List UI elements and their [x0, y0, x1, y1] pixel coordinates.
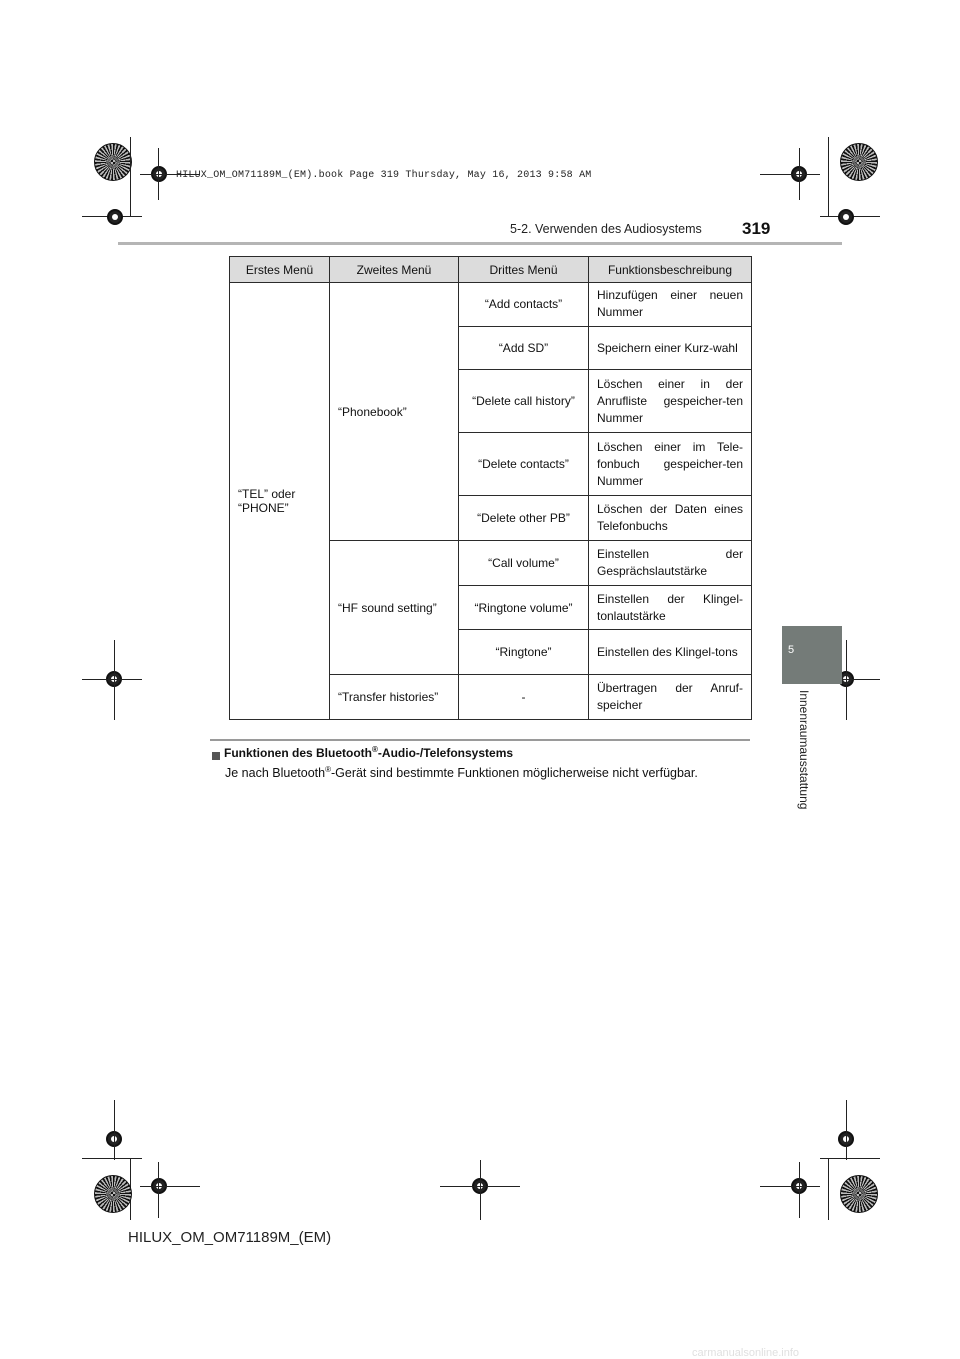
note-text-part: Je nach Bluetooth: [225, 766, 326, 781]
crop-line: [158, 1162, 159, 1218]
registration-target-icon: [835, 206, 857, 228]
third-menu-cell: “Delete contacts”: [459, 433, 589, 496]
crop-line: [760, 174, 820, 175]
crop-line: [480, 1160, 481, 1220]
note-text-part: -Gerät sind bestimmte Funktionen möglicherweise nicht verfügbar.: [330, 766, 698, 781]
note-heading: [224, 745, 513, 760]
registration-target-icon: [104, 206, 126, 228]
crop-line: [820, 1158, 880, 1159]
crop-line: [158, 148, 159, 200]
second-menu-cell: “HF sound setting”: [330, 541, 459, 675]
description-cell: Übertragen der Anruf-speicher: [589, 675, 752, 720]
description-cell: Speichern einer Kurz-wahl: [589, 326, 752, 370]
registration-wheel-icon: [840, 1175, 878, 1213]
third-menu-cell: “Add SD”: [459, 326, 589, 370]
description-cell: Löschen einer im Tele-fonbuch gespeicher-ten Nummer: [589, 433, 752, 496]
note-text: [225, 765, 698, 780]
crop-line: [799, 1162, 800, 1218]
description-cell: Löschen einer in der Anrufliste gespeicher-ten Nummer: [589, 370, 752, 433]
crop-line: [82, 1158, 142, 1159]
table-header-row: [230, 257, 752, 283]
note-rule: [210, 739, 750, 741]
registration-wheel-icon: [840, 143, 878, 181]
registered-mark: ®: [372, 745, 378, 754]
third-menu-cell: -: [459, 675, 589, 720]
second-menu-cell: “Phonebook”: [330, 283, 459, 541]
square-bullet-icon: [212, 752, 220, 760]
watermark: carmanualsonline.info: [692, 1347, 800, 1359]
book-info: HILUX_OM_OM71189M_(EM).book Page 319 Thursday, May 16, 2013 9:58 AM: [176, 170, 592, 181]
third-menu-cell: “Ringtone”: [459, 630, 589, 675]
chapter-label: Innenraumausstattung: [797, 690, 811, 810]
third-menu-cell: “Delete call history”: [459, 370, 589, 433]
third-menu-cell: “Delete other PB”: [459, 496, 589, 541]
section-title: 5-2. Verwenden des Audiosystems: [510, 222, 702, 236]
crop-line: [114, 640, 115, 720]
crop-line: [140, 1186, 200, 1187]
third-menu-cell: “Ringtone volume”: [459, 585, 589, 630]
crop-line: [82, 679, 142, 680]
third-menu-cell: “Call volume”: [459, 541, 589, 586]
column-header: Zweites Menü: [330, 257, 459, 283]
description-cell: Einstellen der Klingel-tonlautstärke: [589, 585, 752, 630]
menu-table: [229, 256, 752, 720]
crop-line: [828, 1158, 829, 1220]
registration-wheel-icon: [94, 143, 132, 181]
header-rule: [118, 242, 842, 245]
crop-line: [130, 137, 131, 217]
second-menu-cell: “Transfer histories”: [330, 675, 459, 720]
description-cell: Löschen der Daten eines Telefonbuchs: [589, 496, 752, 541]
crop-line: [114, 1100, 115, 1160]
page-number: 319: [742, 219, 771, 238]
crop-line: [760, 1186, 820, 1187]
footer-code: HILUX_OM_OM71189M_(EM): [128, 1229, 332, 1246]
column-header: Drittes Menü: [459, 257, 589, 283]
registration-wheel-icon: [94, 1175, 132, 1213]
crop-line: [846, 1100, 847, 1160]
description-cell: Einstellen des Klingel-tons: [589, 630, 752, 675]
third-menu-cell: “Add contacts”: [459, 283, 589, 327]
note-heading-text: -Audio-/Telefonsystems: [377, 746, 514, 760]
description-cell: Einstellen der Gesprächslautstärke: [589, 541, 752, 586]
crop-line: [799, 148, 800, 200]
description-cell: Hinzufügen einer neuen Nummer: [589, 283, 752, 327]
column-header: Funktionsbeschreibung: [589, 257, 752, 283]
chapter-number: 5: [788, 644, 795, 656]
column-header: Erstes Menü: [230, 257, 330, 283]
first-menu-cell: “TEL” oder “PHONE”: [230, 283, 330, 720]
table-row: [230, 283, 752, 327]
crop-line: [828, 137, 829, 217]
registered-mark: ®: [325, 765, 331, 774]
crop-line: [846, 640, 847, 720]
note-heading-text: Funktionen des Bluetooth: [224, 746, 372, 760]
